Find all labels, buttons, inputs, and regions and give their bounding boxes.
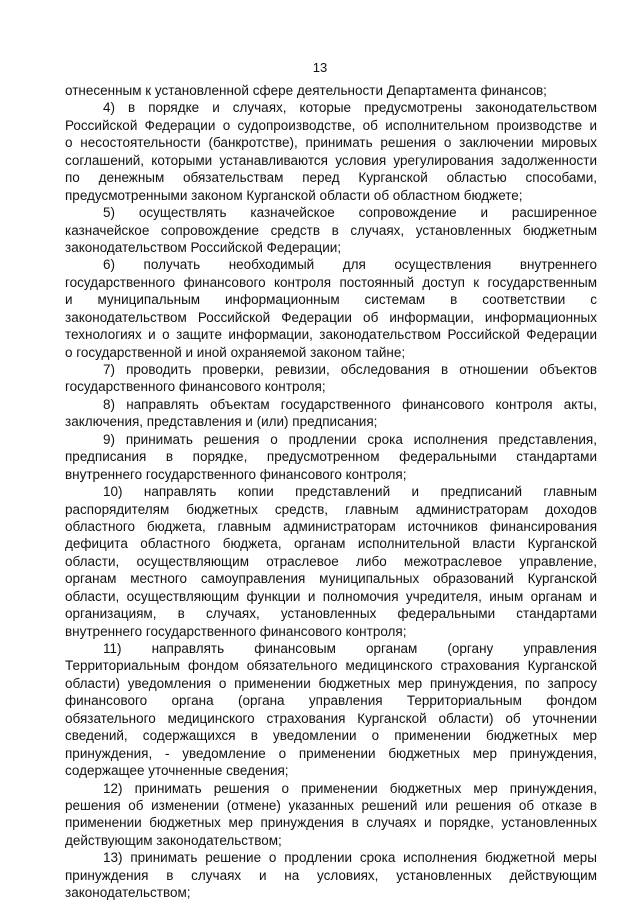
text-line: законодательством Российской Федерации;: [65, 239, 342, 255]
text-line: законодательством;: [65, 885, 191, 901]
text-line: внутреннего государственного финансового контроля;: [65, 466, 407, 482]
text-line: 4) в порядке и случаях, которые предусмотрены законодательством: [103, 100, 597, 116]
text-line: законодательством Российской Федерации об информации, информационных: [65, 309, 597, 325]
text-line: финансового органа (органа управления Территориальным фондом: [65, 693, 597, 709]
text-line: заключения, представления и (или) предписания;: [65, 414, 378, 430]
text-line: технологиях и о защите информации, законодательством Российской Федерации: [65, 327, 597, 343]
text-line: Территориальным фондом обязательного медицинского страхования Курганской: [65, 658, 597, 674]
text-line: организациям, в случаях, установленных федеральными стандартами: [65, 606, 597, 622]
page-number: 13: [312, 60, 328, 75]
text-line: содержащее уточненные сведения;: [65, 763, 289, 779]
text-line: о несостоятельности (банкротстве), принимать решения о заключении мировых: [65, 135, 597, 151]
text-line: области, осуществляющим отраслевое либо межотраслевое управление,: [65, 553, 597, 569]
text-line: 10) направлять копии представлений и предписаний главным: [103, 484, 597, 500]
text-line: сведений, содержащихся в уведомлении о применении бюджетных мер: [65, 728, 597, 744]
text-line: решения об изменении (отмене) указанных решений или решения об отказе в: [65, 797, 597, 813]
text-line: предусмотренными законом Курганской области об областном бюджете;: [65, 187, 523, 203]
text-line: принуждения, - уведомление о применении бюджетных мер принуждения,: [65, 745, 597, 761]
text-line: предписания в порядке, предусмотренном федеральными стандартами: [65, 449, 597, 465]
text-line: областного бюджета, главным администраторам источников финансирования: [65, 518, 597, 534]
text-line: 13) принимать решение о продлении срока исполнения бюджетной меры: [103, 850, 597, 866]
text-line: Российской Федерации о судопроизводстве, об исполнительном производстве и: [65, 117, 597, 133]
text-line: государственного финансового контроля;: [65, 379, 326, 395]
text-line: применении бюджетных мер принуждения в случаях и порядке, установленных: [65, 815, 597, 831]
text-line: действующим законодательством;: [65, 832, 282, 848]
text-line: органам местного самоуправления муниципальных образований Курганской: [65, 571, 597, 587]
text-line: 6) получать необходимый для осуществления внутреннего: [103, 257, 597, 273]
text-line: дефицита областного бюджета, органам исполнительной власти Курганской: [65, 536, 597, 552]
text-line: принуждения в случаях и на условиях, установленных действующим: [65, 867, 597, 883]
text-line: 11) направлять финансовым органам (органу управления: [103, 641, 597, 656]
text-line: 12) принимать решения о применении бюджетных мер принуждения,: [103, 780, 597, 796]
text-line: государственного финансового контроля постоянный доступ к государственным: [65, 274, 597, 290]
text-line: отнесенным к установленной сфере деятельности Департамента финансов;: [65, 83, 547, 98]
text-line: области) уведомления о применении бюджетных мер принуждения, по запросу: [65, 675, 597, 691]
text-line: и муниципальным информационным системам в соответствии с: [65, 292, 597, 308]
text-line: о государственной и иной охраняемой законом тайне;: [65, 344, 406, 360]
text-line: по денежным обязательствам перед Курганской областью способами,: [65, 170, 597, 186]
text-line: области, осуществляющим функции и полномочия учредителя, иным органам и: [65, 588, 597, 604]
text-line: казначейское сопровождение средств в случаях, установленных бюджетным: [65, 222, 597, 238]
text-line: 8) направлять объектам государственного финансового контроля акты,: [103, 396, 597, 412]
text-line: 5) осуществлять казначейское сопровождение и расширенное: [103, 205, 597, 221]
text-line: 7) проводить проверки, ревизии, обследования в отношении объектов: [103, 362, 597, 377]
text-line: обязательного медицинского страхования Курганской области) об уточнении: [65, 710, 597, 726]
document-body: [65, 82, 597, 902]
text-line: 9) принимать решения о продлении срока исполнения представления,: [103, 431, 597, 447]
text-line: соглашений, которыми устанавливаются условия урегулирования задолженности: [65, 152, 597, 168]
text-line: распорядителям бюджетных средств, главным администраторам доходов: [65, 501, 597, 517]
text-line: внутреннего государственного финансового контроля;: [65, 623, 407, 639]
